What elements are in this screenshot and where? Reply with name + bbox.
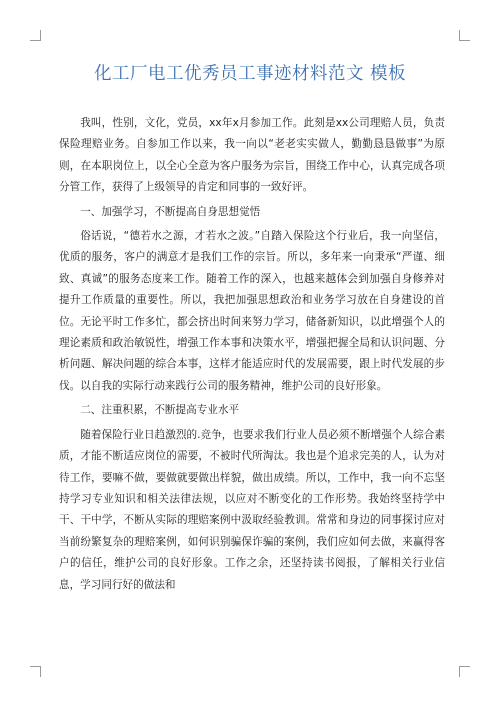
body-paragraph: 随着保险行业日趋激烈的.竞争，也要求我们行业人员必须不断增强个人综合素质，才能不断适应岗位的需要，不被时代所淘汰。我也是个追求完美的人，认为对待工作，要嘛不做，要做就要做出样貌，做出成绩。所以，工作中，我一向不忘坚持学习专业知识和相关法律法规，以应对不断变化的工作形势。我始终坚持学中干、干中学，不断从实际的理赔案例中汲取经验教训。常常和身边的同事探讨应对当前纷繁复杂的理赔案例，如何识别骗保诈骗的案例，我们应如何去做，来赢得客户的信任，维护公司的良好形象。工作之余，还坚持读书阅报，了解相关行业信息，学习同行好的做法和 [59,428,445,591]
crop-mark-bottom-right [459,666,470,677]
crop-mark-top-left [30,30,41,41]
document-body [59,113,445,596]
crop-mark-top-right [459,30,470,41]
document-title: 化工厂电工优秀员工事迹材料范文 模板 [93,64,407,84]
section-heading-1: 一、加强学习，不断提高自身思想觉悟 [80,205,261,218]
crop-mark-bottom-left [30,666,41,677]
intro-paragraph: 我叫，性别，文化，党员，xx年x月参加工作。此刻是xx公司理赔人员，负责保险理赔业务。自参加工作以来，我一向以“老老实实做人，勤勤恳恳做事”为原则，在本职岗位上，以全心全意为客户服务为宗旨，围绕工作中心，认真完成各项分管工作，获得了上级领导的肯定和同事的一致好评。 [59,117,445,194]
section-heading-2: 二、注重积累，不断提高专业水平 [80,404,240,417]
body-paragraph: 俗话说，“德若水之源，才若水之波。”自踏入保险这个行业后，我一向坚信，优质的服务，客户的满意才是我们工作的宗旨。所以，多年来一向秉承“严谨、细致、真诚”的服务态度来工作。随着工作的深入，也越来越体会到加强自身修养对提升工作质量的重要性。所以，我把加强思想政治和业务学习放在自身建设的首位。无论平时工作多忙，都会挤出时间来努力学习，储备新知识，以此增强个人的理论素质和政治敏锐性，增强工作本事和决策水平，增强把握全局和认识问题、分析问题、解决问题的综合本事，这样才能适应时代的发展需要，跟上时代发展的步伐。以自我的实际行动来践行公司的服务精神，维护公司的良好形象。 [59,230,445,392]
